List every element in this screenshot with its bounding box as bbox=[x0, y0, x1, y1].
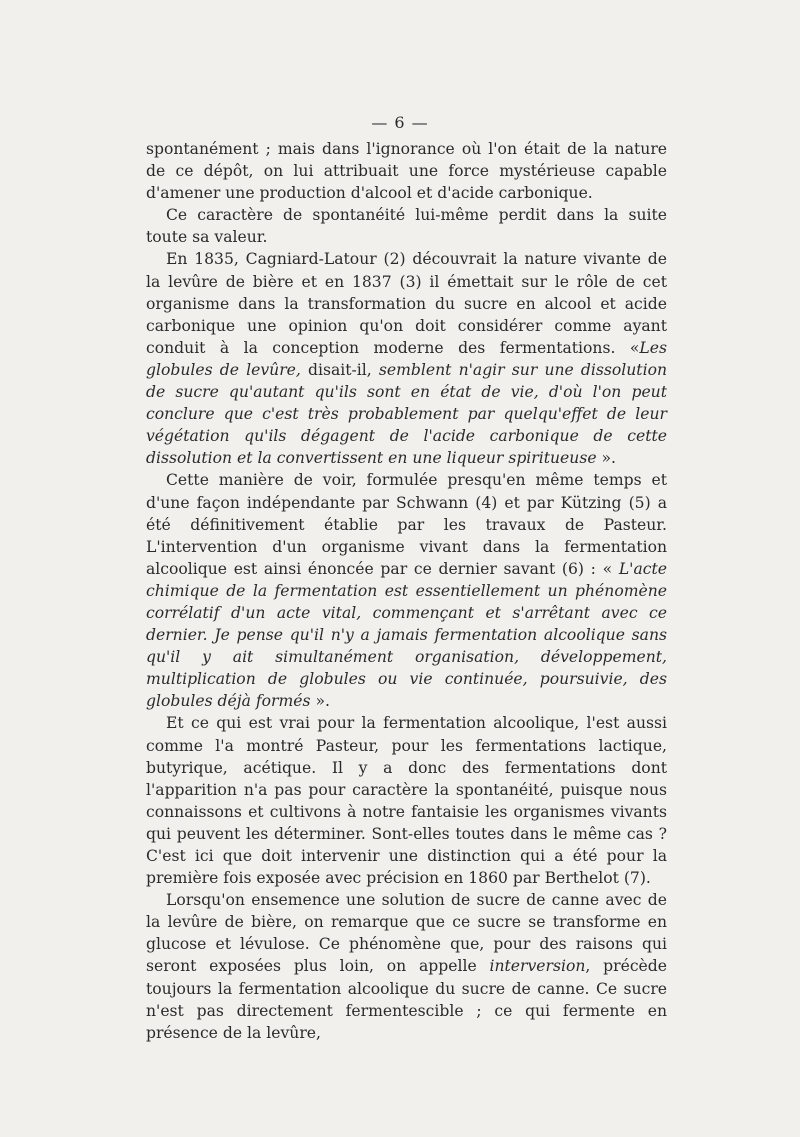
paragraph-3-text: En 1835, Cagniard-Latour (2) découvrait la nature vivante de la levûre de bière et en 1837 (3) il émettait sur le rôle de cet organisme dans la transformation du sucre en alcool et acide carbonique une opinion qu'on doit considérer comme ayant conduit à la conception moderne des fermentations. « bbox=[146, 250, 667, 357]
page-number: — 6 — bbox=[371, 113, 429, 132]
interversion-term: interversion bbox=[489, 957, 586, 976]
body-text bbox=[146, 138, 667, 1044]
paragraph-2: Ce caractère de spontanéité lui-même perdit dans la suite toute sa valeur. bbox=[146, 206, 667, 247]
cagniard-quote-1: Les globules de levûre, bbox=[146, 338, 667, 379]
pasteur-quote: L'acte chimique de la fermentation est essentiellement un phénomène corrélatif d'un acte vital, commençant et s'arrêtant avec ce dernier. Je pense qu'il n'y a jamais fermentation alcoolique sans qu'il y ait simultanément organisation, développement, multiplication de globules ou vie continuée, poursuivie, des globules déjà formés bbox=[146, 559, 667, 711]
paragraph-6 bbox=[146, 889, 667, 1044]
paragraph-6-text: Lorsqu'on ensemence une solution de sucre de canne avec de la levûre de bière, on remarque que ce sucre se transforme en glucose et lévulose. Ce phénomène que, pour des raisons qui seront exposées plus loin, on appelle bbox=[146, 891, 667, 976]
paragraph-6-continuation: , précède toujours la fermentation alcoolique du sucre de canne. Ce sucre n'est pas directement fermentescible ; ce qui fermente en présence de la levûre, bbox=[146, 957, 667, 1042]
paragraph-5: Et ce qui est vrai pour la fermentation alcoolique, l'est aussi comme l'a montré Pasteur, pour les fermentations lactique, butyrique, acétique. Il y a donc des fermentations dont l'apparition n'a pas pour caractère la spontanéité, puisque nous connaissons et cultivons à notre fantaisie les organismes vivants qui peuvent les déterminer. Sont-elles toutes dans le même cas ? C'est ici que doit intervenir une distinction qui a été pour la première fois exposée avec précision en 1860 par Berthelot (7). bbox=[146, 714, 667, 888]
paragraph-4 bbox=[146, 469, 667, 712]
paragraph-4-closing: ». bbox=[310, 692, 330, 711]
paragraph-1: spontanément ; mais dans l'ignorance où l'on était de la nature de ce dépôt, on lui attribuait une force mystérieuse capable d'amener une production d'alcool et d'acide carbonique. bbox=[146, 140, 667, 203]
paragraph-4-text: Cette manière de voir, formulée presqu'en même temps et d'une façon indépendante par Schwann (4) et par Kützing (5) a été définitivement établie par les travaux de Pasteur. L'intervention d'un organisme vivant dans la fermentation alcoolique est ainsi énoncée par ce dernier savant (6) : « bbox=[146, 471, 667, 578]
paragraph-3 bbox=[146, 248, 667, 469]
cagniard-quote-2: semblent n'agir sur une dissolution de sucre qu'autant qu'ils sont en état de vie, d'où l'on peut conclure que c'est très probablement par quelqu'effet de leur végétation qu'ils dégagent de l'acide carbonique de cette dissolution et la convertissent en une liqueur spiritueuse bbox=[146, 360, 667, 468]
paragraph-3-closing: ». bbox=[596, 449, 617, 468]
paragraph-3-attribution: disait-il, bbox=[300, 360, 379, 379]
